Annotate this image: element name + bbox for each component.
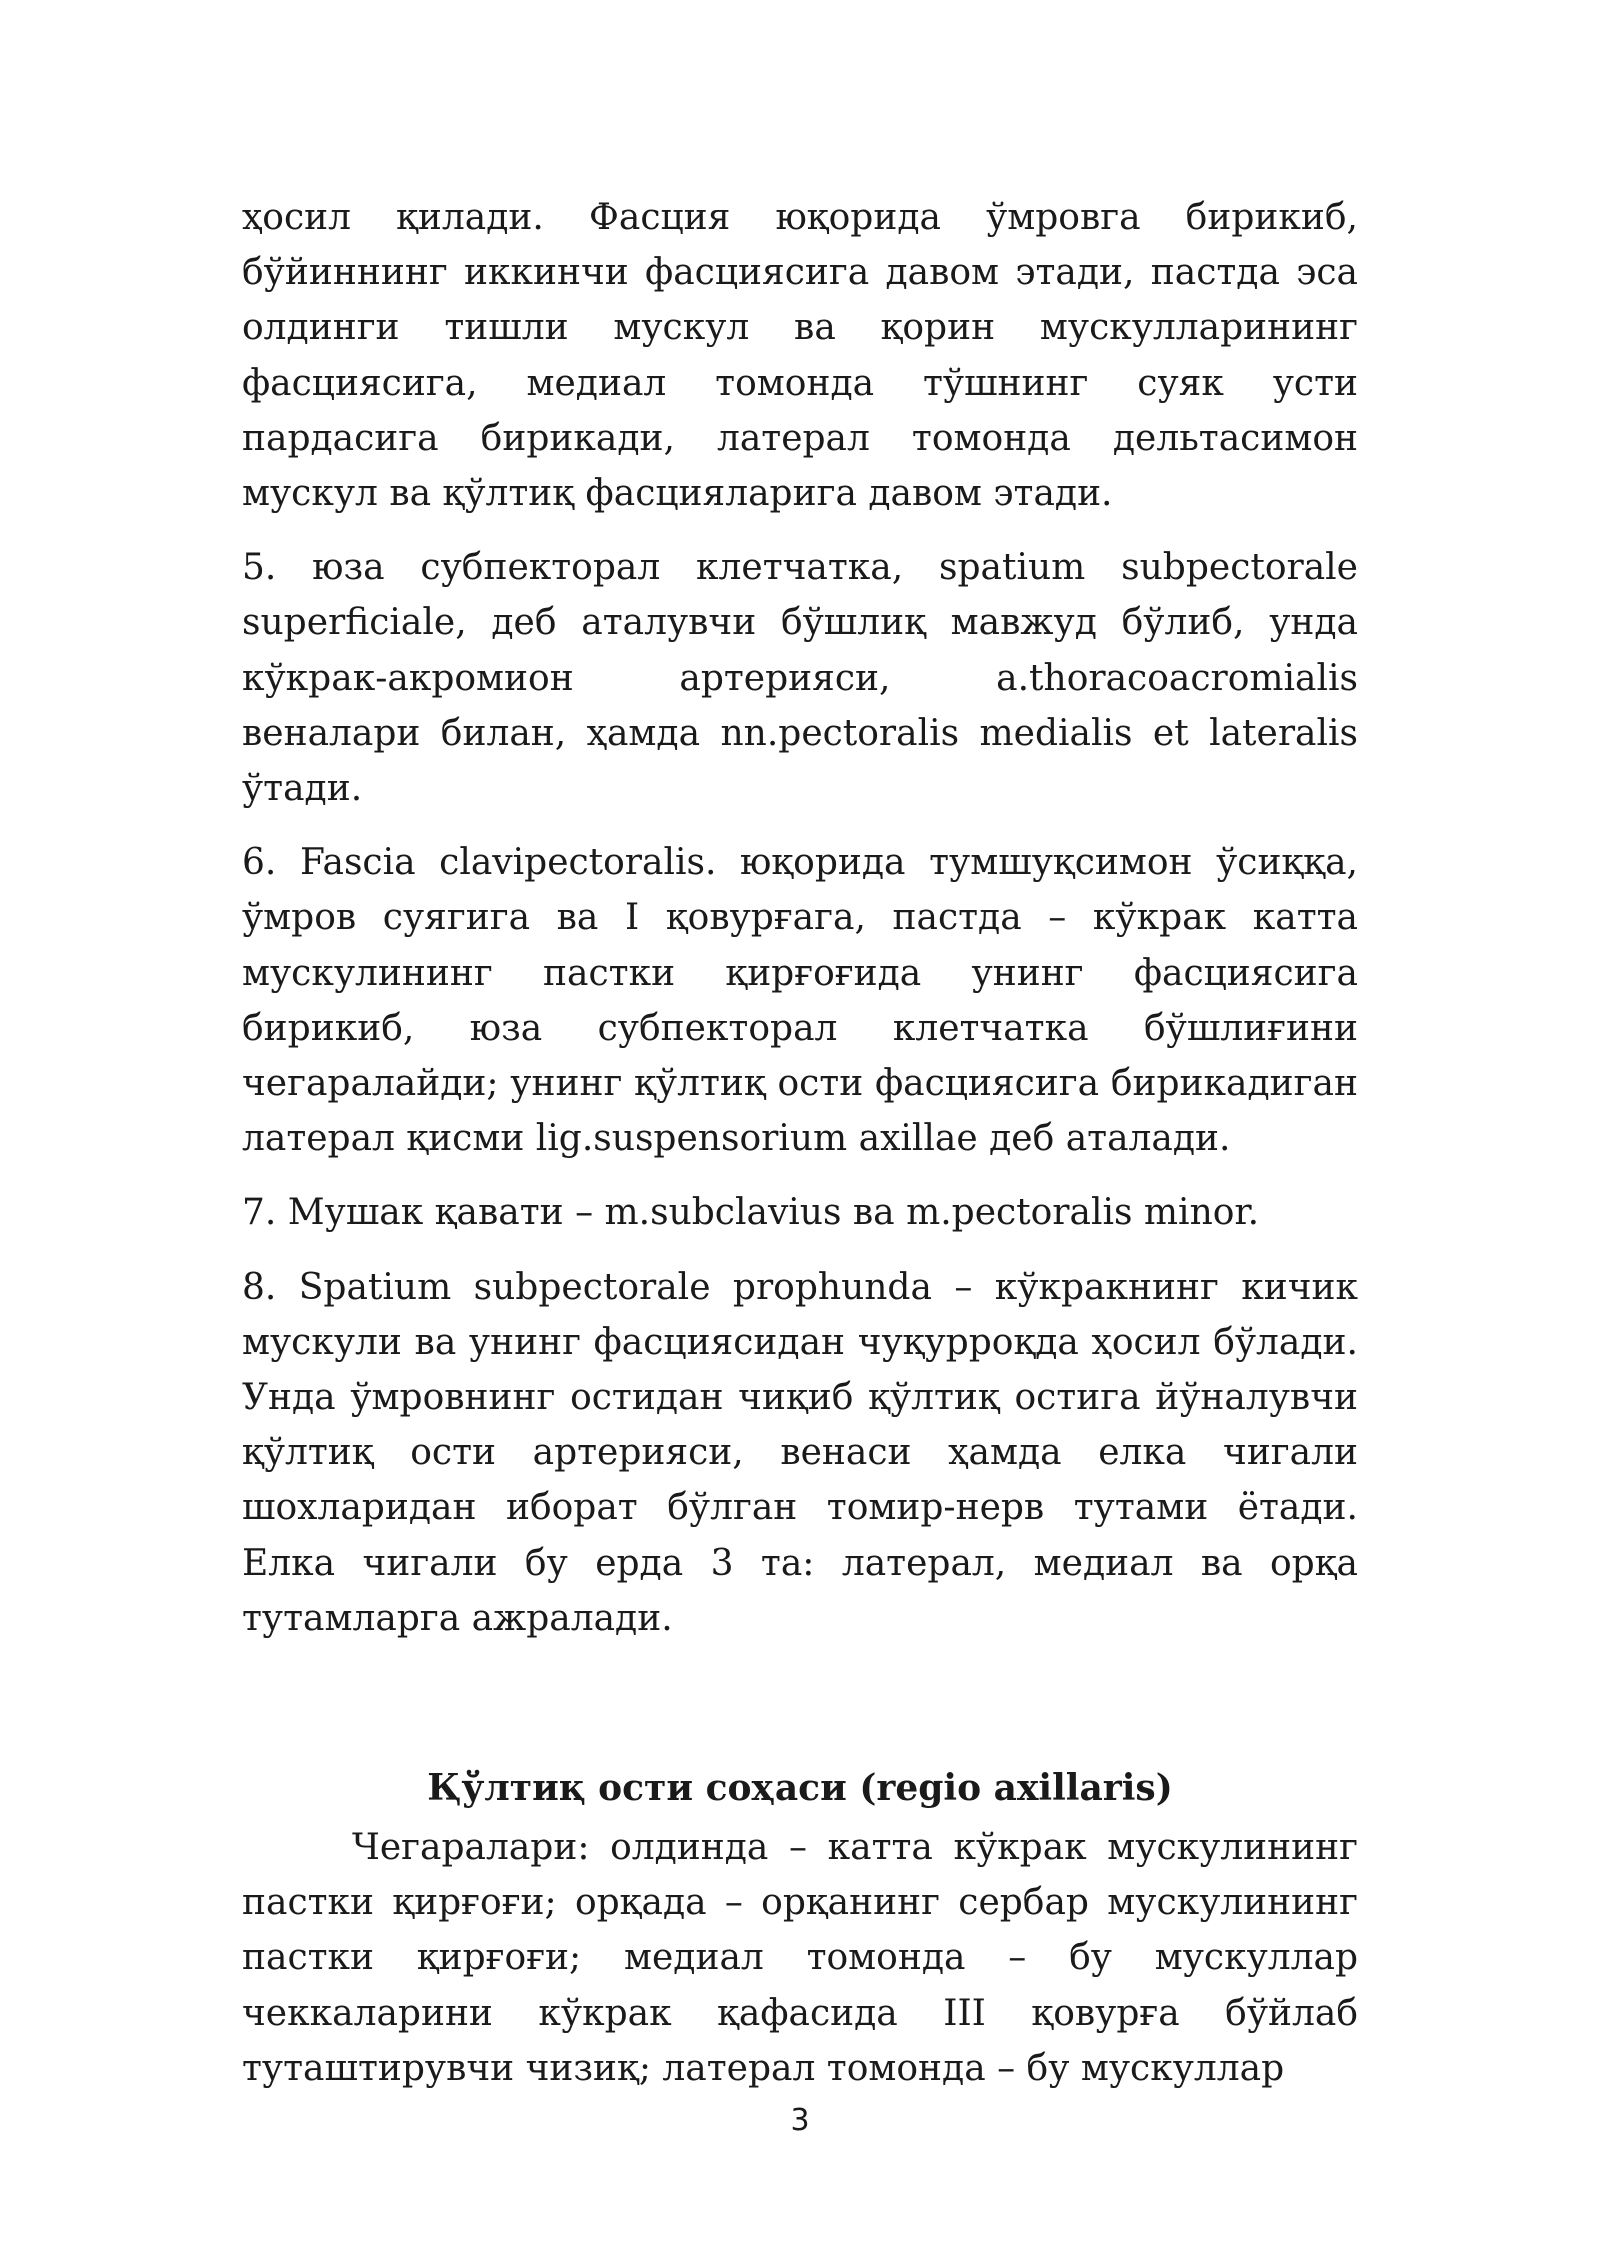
section-heading: Қўлтиқ ости соҳаси (regio axillaris) (427, 1767, 1173, 1810)
paragraph-item-6: 6. Fascia clavipectoralis. юқорида тумшуқсимон ўсиққа, ўмров суягига ва I қовурғага, пастда – кўкрак катта мускулининг пастки қирғоғида унинг фасциясига бирикиб, юза субпекторал клетчатка бўшлиғини чегаралайди; унинг қўлтиқ ости фасциясига бирикадиган латерал қисми lig.suspensorium axillae деб аталади. (242, 842, 1358, 1160)
paragraph-item-8: 8. Spatium subpectorale prophunda – кўкракнинг кичик мускули ва унинг фасциясидан чуқурроқда ҳосил бўлади. Унда ўмровнинг остидан чиқиб қўлтиқ остига йўналувчи қўлтиқ ости артерияси, венаси ҳамда елка чигали шохларидан иборат бўлган томир-нерв тутами ётади. Елка чигали бу ерда 3 та: латерал, медиал ва орқа тутамларга ажралади. (242, 1266, 1358, 1639)
paragraph-item-7: 7. Мушак қавати – m.subclavius ва m.pectoralis minor. (242, 1192, 1260, 1234)
paragraph-item-5: 5. юза субпекторал клетчатка, spatium subpectorale superficiale, деб аталувчи бўшлиқ мавжуд бўлиб, унда кўкрак-акромион артерияси, a.thoracoacromialis веналари билан, ҳамда nn.pectoralis medialis et lateralis ўтади. (242, 547, 1358, 810)
paragraph-fascia-continuation: ҳосил қилади. Фасция юқорида ўмровга бирикиб, бўйиннинг иккинчи фасциясига давом этади, пастда эса олдинги тишли мускул ва қорин мускулларининг фасциясига, медиал томонда тўшнинг суяк усти пардасига бирикади, латерал томонда дельтасимон мускул ва қўлтиқ фасцияларига давом этади. (242, 197, 1358, 515)
page-number: 3 (790, 2103, 810, 2138)
paragraph-boundaries: Чегаралари: олдинда – катта кўкрак мускулининг пастки қирғоғи; орқада – орқанинг сербар мускулининг пастки қирғоғи; медиал томонда – бу мускуллар чеккаларини кўкрак қафасида III қовурға бўйлаб туташтирувчи чизиқ; латерал томонда – бу мускуллар (242, 1827, 1358, 2089)
page-body (242, 190, 1358, 2096)
